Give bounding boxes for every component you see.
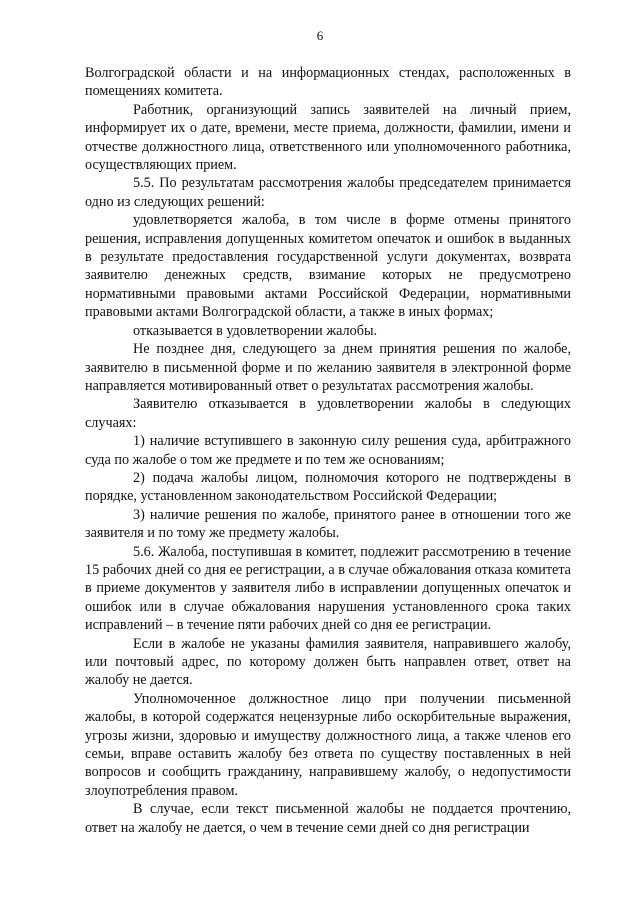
paragraph: отказывается в удовлетворении жалобы.: [133, 322, 378, 339]
document-body: [85, 64, 571, 837]
paragraph: В случае, если текст письменной жалобы не поддается прочтению, ответ на жалобу не дается, о чем в течение семи дней со дня регистрации: [85, 801, 571, 836]
page-number: 6: [316, 28, 324, 43]
paragraph: 3) наличие решения по жалобе, принятого ранее в отношении того же заявителя и по тому же предмету жалобы.: [85, 506, 571, 542]
paragraph: удовлетворяется жалоба, в том числе в форме отмены принятого решения, исправления допущенных комитетом опечаток и ошибок в выданных в результате предоставления государственной услуги документах, возврата заявителю денежных средств, взимание которых не предусмотрено нормативными правовыми актами Российской Федерации, нормативными правовыми актами Волгоградской области, а также в иных формах;: [85, 212, 571, 321]
paragraph: 2) подача жалобы лицом, полномочия которого не подтверждены в порядке, установленном законодательством Российской Федерации;: [85, 469, 571, 505]
paragraph: 5.6. Жалоба, поступившая в комитет, подлежит рассмотрению в течение 15 рабочих дней со дня ее регистрации, а в случае обжалования отказа комитета в приеме документов у заявителя либо в исправлении допущенных опечаток и ошибок или в случае обжалования нарушения установленного срока таких исправлений – в течение пяти рабочих дней со дня ее регистрации.: [85, 543, 571, 634]
paragraph: Если в жалобе не указаны фамилия заявителя, направившего жалобу, или почтовый адрес, по которому должен быть направлен ответ, ответ на жалобу не дается.: [85, 635, 571, 689]
paragraph: Заявителю отказывается в удовлетворении жалобы в следующих случаях:: [85, 396, 571, 431]
paragraph: Не позднее дня, следующего за днем принятия решения по жалобе, заявителю в письменной форме и по желанию заявителя в электронной форме направляется мотивированный ответ о результатах рассмотрения жалобы.: [85, 341, 571, 394]
paragraph: Работник, организующий запись заявителей на личный прием, информирует их о дате, времени, месте приема, должности, фамилии, имени и отчестве должностного лица, ответственного или уполномоченного работника, осуществляющих прием.: [85, 101, 571, 174]
paragraph: 1) наличие вступившего в законную силу решения суда, арбитражного суда по жалобе о том же предмете и по тем же основаниям;: [85, 433, 571, 468]
paragraph: 5.5. По результатам рассмотрения жалобы председателем принимается одно из следующих решений:: [85, 175, 571, 210]
paragraph: Волгоградской области и на информационных стендах, расположенных в помещениях комитета.: [85, 65, 571, 100]
paragraph: Уполномоченное должностное лицо при получении письменной жалобы, в которой содержатся нецензурные либо оскорбительные выражения, угрозы жизни, здоровью и имуществу должностного лица, а также членов его семьи, вправе оставить жалобу без ответа по существу поставленных в ней вопросов и сообщить гражданину, направившему жалобу, о недопустимости злоупотребления правом.: [85, 690, 571, 799]
